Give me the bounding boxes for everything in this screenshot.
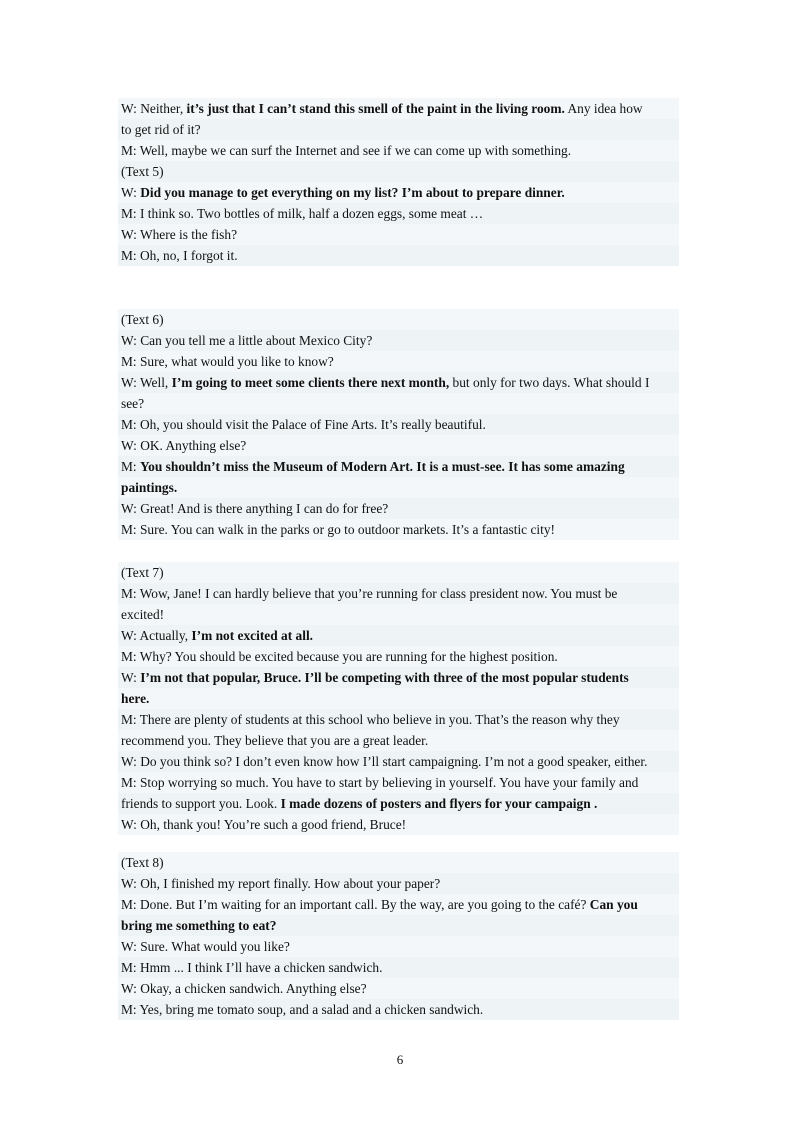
text-segment: W: Oh, thank you! You’re such a good friend, Bruce! xyxy=(121,817,407,832)
dialogue-line xyxy=(118,688,679,709)
text-segment: M: Stop worrying so much. You have to start by believing in yourself. You have your family and xyxy=(121,775,639,790)
dialogue-line xyxy=(118,330,679,351)
text-segment: M: Hmm ... I think I’ll have a chicken sandwich. xyxy=(121,960,383,975)
text-segment: W: Oh, I finished my report finally. How about your paper? xyxy=(121,876,441,891)
dialogue-line xyxy=(118,894,679,915)
dialogue-line xyxy=(118,604,679,625)
dialogue-line xyxy=(118,182,679,203)
text-segment: M: Wow, Jane! I can hardly believe that you’re running for class president now. You must be xyxy=(121,586,618,601)
dialogue-line xyxy=(118,667,679,688)
dialogue-line xyxy=(118,351,679,372)
text-segment: W: Neither, xyxy=(121,101,187,116)
text-segment: W: xyxy=(121,185,141,200)
dialogue-line xyxy=(118,730,679,751)
dialogue-line xyxy=(118,98,679,119)
bold-text-segment: I’m going to meet some clients there next month, xyxy=(171,375,450,390)
dialogue-line xyxy=(118,456,679,477)
page-number: 6 xyxy=(396,1052,404,1067)
dialogue-block-text-6 xyxy=(118,309,679,540)
bold-text-segment: here. xyxy=(121,691,150,706)
dialogue-block-text-4-5 xyxy=(118,98,679,266)
text-segment: M: Sure, what would you like to know? xyxy=(121,354,334,369)
text-segment: M: Oh, no, I forgot it. xyxy=(121,248,238,263)
text-segment: W: Great! And is there anything I can do for free? xyxy=(121,501,389,516)
dialogue-line xyxy=(118,119,679,140)
bold-text-segment: paintings. xyxy=(121,480,178,495)
dialogue-line xyxy=(118,372,679,393)
text-segment: M: Well, maybe we can surf the Internet and see if we can come up with something. xyxy=(121,143,572,158)
bold-text-segment: I made dozens of posters and flyers for your campaign . xyxy=(280,796,598,811)
text-segment: friends to support you. Look. xyxy=(121,796,281,811)
text-segment: W: Okay, a chicken sandwich. Anything else? xyxy=(121,981,367,996)
dialogue-line xyxy=(118,999,679,1020)
dialogue-block-text-8 xyxy=(118,852,679,1020)
text-segment: (Text 5) xyxy=(121,164,164,179)
bold-text-segment: I’m not that popular, Bruce. I’ll be competing with three of the most popular students xyxy=(140,670,629,685)
text-segment: M: I think so. Two bottles of milk, half a dozen eggs, some meat … xyxy=(121,206,484,221)
bold-text-segment: You shouldn’t miss the Museum of Modern Art. It is a must-see. It has some amazing xyxy=(139,459,625,474)
dialogue-line xyxy=(118,814,679,835)
text-segment: Any idea how xyxy=(564,101,643,116)
text-segment: W: Sure. What would you like? xyxy=(121,939,290,954)
text-segment: to get rid of it? xyxy=(121,122,201,137)
dialogue-line xyxy=(118,751,679,772)
dialogue-line xyxy=(118,140,679,161)
text-segment: W: Well, xyxy=(121,375,172,390)
bold-text-segment: I’m not excited at all. xyxy=(191,628,314,643)
dialogue-line xyxy=(118,915,679,936)
text-segment: M: Oh, you should visit the Palace of Fine Arts. It’s really beautiful. xyxy=(121,417,486,432)
dialogue-line xyxy=(118,709,679,730)
bold-text-segment: Did you manage to get everything on my list? I’m about to prepare dinner. xyxy=(140,185,565,200)
text-segment: (Text 7) xyxy=(121,565,164,580)
text-segment: recommend you. They believe that you are a great leader. xyxy=(121,733,429,748)
dialogue-line xyxy=(118,646,679,667)
dialogue-line xyxy=(118,435,679,456)
text-segment: (Text 8) xyxy=(121,855,164,870)
dialogue-line xyxy=(118,161,679,182)
dialogue-line xyxy=(118,873,679,894)
text-segment: but only for two days. What should I xyxy=(449,375,650,390)
text-segment: W: Can you tell me a little about Mexico City? xyxy=(121,333,373,348)
text-segment: excited! xyxy=(121,607,165,622)
text-segment: W: Do you think so? I don’t even know how I’ll start campaigning. I’m not a good speaker, either. xyxy=(121,754,648,769)
text-segment: M: xyxy=(121,459,140,474)
text-segment: W: xyxy=(121,670,141,685)
text-segment: M: There are plenty of students at this school who believe in you. That’s the reason why they xyxy=(121,712,620,727)
dialogue-line xyxy=(118,203,679,224)
dialogue-line xyxy=(118,245,679,266)
dialogue-line xyxy=(118,583,679,604)
dialogue-line xyxy=(118,957,679,978)
text-segment: (Text 6) xyxy=(121,312,164,327)
dialogue-line xyxy=(118,852,679,873)
dialogue-line xyxy=(118,224,679,245)
dialogue-line xyxy=(118,309,679,330)
dialogue-line xyxy=(118,562,679,583)
text-segment: M: Sure. You can walk in the parks or go to outdoor markets. It’s a fantastic city! xyxy=(121,522,555,537)
dialogue-line xyxy=(118,414,679,435)
dialogue-line xyxy=(118,793,679,814)
text-segment: W: OK. Anything else? xyxy=(121,438,247,453)
dialogue-line xyxy=(118,519,679,540)
dialogue-line xyxy=(118,498,679,519)
text-segment: M: Why? You should be excited because you are running for the highest position. xyxy=(121,649,558,664)
dialogue-line xyxy=(118,772,679,793)
dialogue-line xyxy=(118,477,679,498)
text-segment: M: Yes, bring me tomato soup, and a salad and a chicken sandwich. xyxy=(121,1002,484,1017)
bold-text-segment: Can you xyxy=(589,897,638,912)
bold-text-segment: bring me something to eat? xyxy=(121,918,277,933)
dialogue-line xyxy=(118,936,679,957)
text-segment: M: Done. But I’m waiting for an important call. By the way, are you going to the café? xyxy=(121,897,590,912)
bold-text-segment: it’s just that I can’t stand this smell of the paint in the living room. xyxy=(186,101,565,116)
text-segment: see? xyxy=(121,396,145,411)
text-segment: W: Where is the fish? xyxy=(121,227,238,242)
text-segment: W: Actually, xyxy=(121,628,192,643)
dialogue-block-text-7 xyxy=(118,562,679,835)
dialogue-line xyxy=(118,393,679,414)
dialogue-line xyxy=(118,978,679,999)
dialogue-line xyxy=(118,625,679,646)
